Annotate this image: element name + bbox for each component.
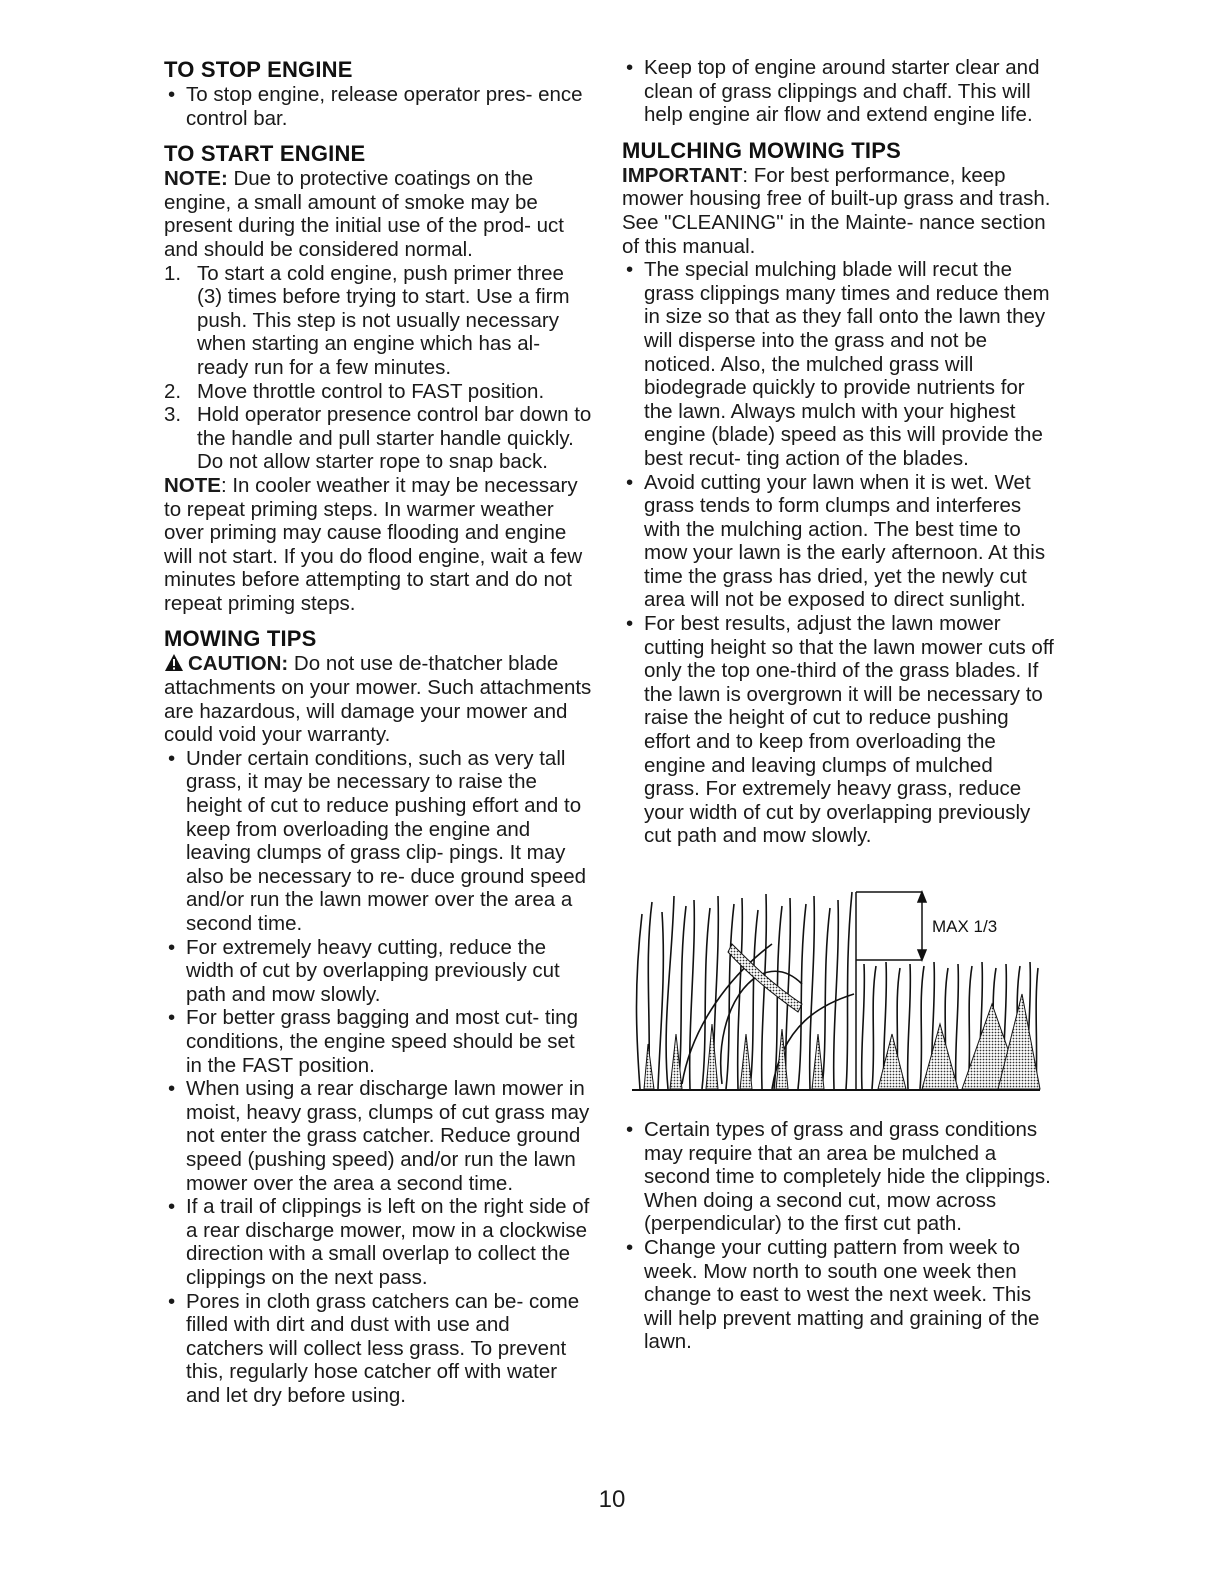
list-item: • To stop engine, release operator pres- ence control bar. xyxy=(164,83,592,130)
list-item: • Change your cutting pattern from week to week. Mow north to south one week then change to east to west the next week. This will help prevent matting and graining of the lawn. xyxy=(622,1236,1054,1354)
max-one-third-label: MAX 1/3 xyxy=(932,917,998,936)
mulching-tips-list xyxy=(622,258,1054,848)
list-item xyxy=(164,262,592,380)
right-column xyxy=(622,56,1054,1354)
stop-engine-heading: TO STOP ENGINE xyxy=(164,57,353,82)
list-item: • When using a rear discharge lawn mower in moist, heavy grass, clumps of cut grass may not enter the grass catcher. Reduce ground speed (pushing speed) and/or run the lawn mower over the area a second time. xyxy=(164,1077,592,1195)
start-engine-heading: TO START ENGINE xyxy=(164,141,366,167)
start-engine-steps xyxy=(164,262,592,474)
list-item: • For best results, adjust the lawn mower cutting height so that the lawn mower cuts off only the top one-third of the grass blades. If the lawn is overgrown it will be necessary to raise the height of cut to reduce pushing effort and to keep from overloading the engine and leaving clumps of mulched grass. For extremely heavy grass, reduce your width of cut by overlapping previously cut path and mow slowly. xyxy=(622,612,1054,848)
stop-engine-list xyxy=(164,83,592,130)
important-paragraph xyxy=(622,164,1054,258)
mulching-heading: MULCHING MOWING TIPS xyxy=(622,137,901,163)
engine-care-list xyxy=(622,56,1054,127)
note-text: Due to protective coatings on the engine, a small amount of smoke may be present during the initial use of the prod- uct and should be considered normal. xyxy=(164,167,564,261)
grass-illustration-svg xyxy=(622,884,1042,1094)
list-item: • Under certain conditions, such as very tall grass, it may be necessary to raise the height of cut to reduce pushing effort and to keep from overloading the engine and leaving clumps of grass clip- pings. It may also be necessary to re- duce ground speed and/or run the lawn mower over the area a second time. xyxy=(164,747,592,936)
step-text: To start a cold engine, push primer three (3) times before trying to start. Use a firm push. This step is not usually necessary when starting an engine which has al- ready run for a few minutes. xyxy=(197,261,570,379)
list-item: • Certain types of grass and grass conditions may require that an area be mulched a second time to completely hide the clippings. When doing a second cut, mow across (perpendicular) to the first cut path. xyxy=(622,1118,1054,1236)
tall-grass-shading xyxy=(644,944,824,1089)
mowing-tips-heading: MOWING TIPS xyxy=(164,626,317,652)
start-engine-note xyxy=(164,167,592,261)
step-number: 3. xyxy=(164,403,182,427)
priming-note xyxy=(164,474,592,616)
important-label: IMPORTANT xyxy=(622,163,743,187)
step-text: Hold operator presence control bar down to the handle and pull starter handle quickly. Do not allow starter rope to snap back. xyxy=(197,403,592,474)
left-column xyxy=(164,56,592,1407)
cut-grass-shading xyxy=(878,994,1040,1089)
note-label: NOTE xyxy=(164,473,221,497)
warning-triangle-icon xyxy=(164,653,184,672)
list-item: • Pores in cloth grass catchers can be- come filled with dirt and dust with use and catchers will collect less grass. To prevent this, regularly hose catcher off with water and let dry before using. xyxy=(164,1290,592,1408)
list-item: • For better grass bagging and most cut- ting conditions, the engine speed should be set in the FAST position. xyxy=(164,1006,592,1077)
list-item: • If a trail of clippings is left on the right side of a rear discharge mower, mow in a clockwise direction with a small overlap to collect the clippings on the next pass. xyxy=(164,1195,592,1289)
list-item xyxy=(164,380,592,404)
list-item: • The special mulching blade will recut the grass clippings many times and reduce them in size so that as they fall onto the lawn they will disperse into the grass and not be noticed. Also, the mulched grass will biodegrade quickly to provide nutrients for the lawn. Always mulch with your highest engine (blade) speed as this will provide the best recut- ting action of the blades. xyxy=(622,258,1054,470)
list-item: • Avoid cutting your lawn when it is wet. Wet grass tends to form clumps and interferes with the mulching action. The best time to mow your lawn is the early afternoon. At this time the grass has dried, yet the newly cut area will not be exposed to direct sunlight. xyxy=(622,471,1054,613)
step-number: 1. xyxy=(164,261,182,285)
after-figure-list xyxy=(622,1118,1054,1354)
step-text: Move throttle control to FAST position. xyxy=(197,379,545,403)
grass-cutting-height-illustration xyxy=(622,884,1042,1094)
caution-text: Do not use de-thatcher blade attachments on your mower. Such attachments are hazardous, will damage your mower and could void your warranty. xyxy=(164,652,592,747)
caution-paragraph xyxy=(164,652,592,746)
page-number: 10 xyxy=(598,1486,626,1513)
list-item xyxy=(164,403,592,474)
step-number: 2. xyxy=(164,379,182,403)
note-text: : In cooler weather it may be necessary to repeat priming steps. In warmer weather over priming may cause flooding and engine will not start. If you do flood engine, wait a few minutes before attempting to start and do not repeat priming steps. xyxy=(164,473,583,615)
mowing-tips-list xyxy=(164,747,592,1408)
important-text: : For best performance, keep mower housing free of built-up grass and trash. See "CLEANING" in the Mainte- nance section of this manual. xyxy=(622,163,1051,258)
list-item: • For extremely heavy cutting, reduce the width of cut by overlapping previously cut path and mow slowly. xyxy=(164,936,592,1007)
caution-label: CAUTION: xyxy=(188,652,289,676)
note-label: NOTE: xyxy=(164,167,228,191)
list-item: • Keep top of engine around starter clear and clean of grass clippings and chaff. This will help engine air flow and extend engine life. xyxy=(622,56,1054,127)
